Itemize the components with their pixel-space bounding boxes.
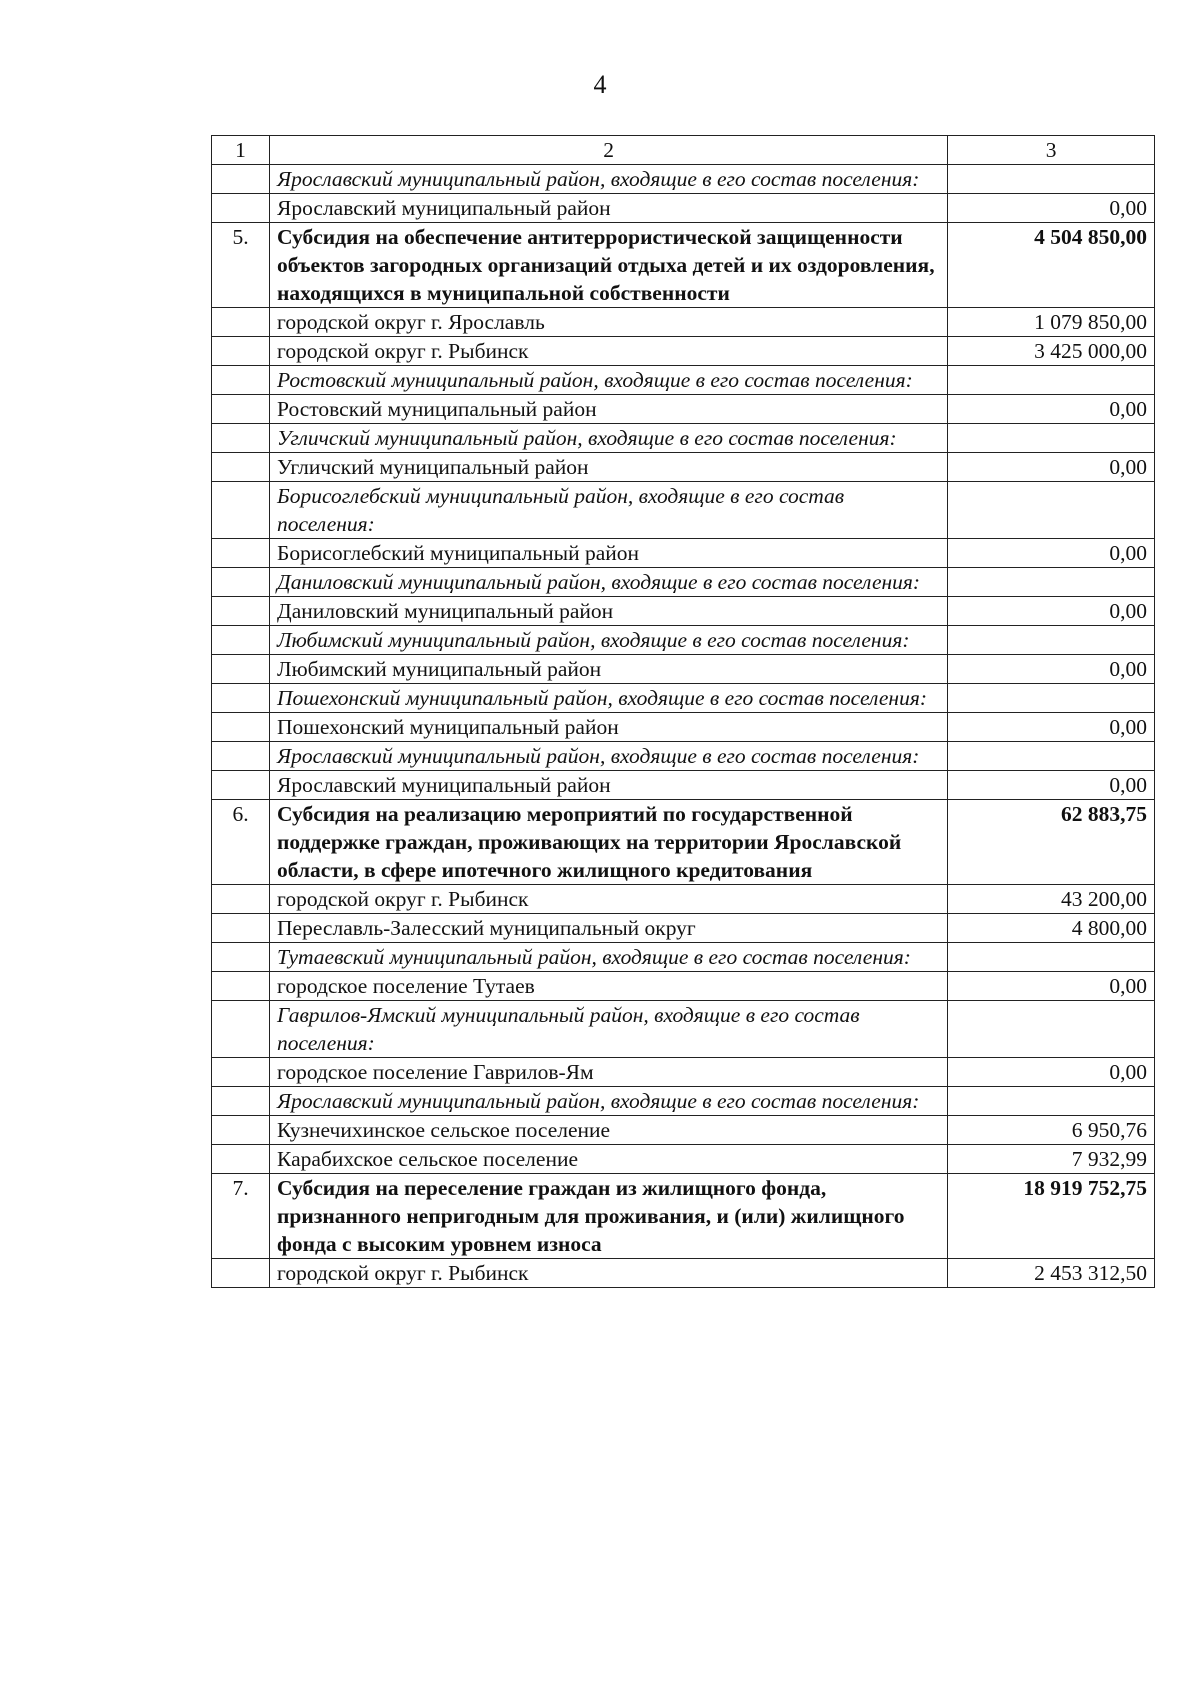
district-heading-row	[212, 366, 1155, 395]
row-number	[212, 568, 270, 597]
row-value: 0,00	[948, 453, 1155, 482]
row-number	[212, 1145, 270, 1174]
row-value: 0,00	[948, 597, 1155, 626]
district-heading-row	[212, 742, 1155, 771]
row-value	[948, 165, 1155, 194]
row-number	[212, 1116, 270, 1145]
row-name: Даниловский муниципальный район, входящие в его состав поселения:	[270, 568, 948, 597]
row-value: 3 425 000,00	[948, 337, 1155, 366]
row-value: 1 079 850,00	[948, 308, 1155, 337]
row-number	[212, 424, 270, 453]
header-col-1: 1	[212, 136, 270, 165]
table-row	[212, 771, 1155, 800]
row-value: 18 919 752,75	[948, 1174, 1155, 1259]
row-name: Ярославский муниципальный район, входящие в его состав поселения:	[270, 165, 948, 194]
row-name: Пошехонский муниципальный район	[270, 713, 948, 742]
table-row	[212, 597, 1155, 626]
row-name: Тутаевский муниципальный район, входящие в его состав поселения:	[270, 943, 948, 972]
row-name: Ярославский муниципальный район, входящие в его состав поселения:	[270, 1087, 948, 1116]
row-name: Любимский муниципальный район, входящие в его состав поселения:	[270, 626, 948, 655]
row-value: 7 932,99	[948, 1145, 1155, 1174]
section-row	[212, 800, 1155, 885]
row-name: городской округ г. Рыбинск	[270, 337, 948, 366]
row-number	[212, 771, 270, 800]
table-row	[212, 539, 1155, 568]
row-number	[212, 194, 270, 223]
row-number	[212, 885, 270, 914]
row-value: 0,00	[948, 713, 1155, 742]
row-name: городское поселение Гаврилов-Ям	[270, 1058, 948, 1087]
table-row	[212, 194, 1155, 223]
district-heading-row	[212, 943, 1155, 972]
subsidy-table-body	[212, 136, 1155, 1288]
row-number	[212, 308, 270, 337]
row-name: городской округ г. Рыбинск	[270, 1259, 948, 1288]
row-value	[948, 424, 1155, 453]
row-number	[212, 539, 270, 568]
row-value: 0,00	[948, 771, 1155, 800]
row-number	[212, 366, 270, 395]
row-name: Угличский муниципальный район, входящие в его состав поселения:	[270, 424, 948, 453]
row-name: Борисоглебский муниципальный район	[270, 539, 948, 568]
row-number	[212, 1058, 270, 1087]
row-name: Субсидия на реализацию мероприятий по государственной поддержке граждан, проживающих на территории Ярославской области, в сфере ипотечного жилищного кредитования	[270, 800, 948, 885]
row-name: Угличский муниципальный район	[270, 453, 948, 482]
row-name: Гаврилов-Ямский муниципальный район, входящие в его состав поселения:	[270, 1001, 948, 1058]
row-name: Пошехонский муниципальный район, входящие в его состав поселения:	[270, 684, 948, 713]
row-value	[948, 943, 1155, 972]
row-number	[212, 165, 270, 194]
row-name: Субсидия на обеспечение антитеррористической защищенности объектов загородных организаций отдыха детей и их оздоровления, находящихся в муниципальной собственности	[270, 223, 948, 308]
row-name: Субсидия на переселение граждан из жилищного фонда, признанного непригодным для проживания, и (или) жилищного фонда с высоким уровнем износа	[270, 1174, 948, 1259]
page-number: 4	[593, 70, 607, 99]
row-value	[948, 742, 1155, 771]
row-value: 0,00	[948, 194, 1155, 223]
table-row	[212, 1259, 1155, 1288]
row-number	[212, 713, 270, 742]
row-name: Ростовский муниципальный район, входящие в его состав поселения:	[270, 366, 948, 395]
row-value	[948, 1001, 1155, 1058]
row-name: Кузнечихинское сельское поселение	[270, 1116, 948, 1145]
table-row	[212, 453, 1155, 482]
row-number	[212, 482, 270, 539]
table-header-row	[212, 136, 1155, 165]
row-number	[212, 453, 270, 482]
row-value: 4 504 850,00	[948, 223, 1155, 308]
row-value: 43 200,00	[948, 885, 1155, 914]
row-number	[212, 655, 270, 684]
row-value: 4 800,00	[948, 914, 1155, 943]
row-name: Ярославский муниципальный район, входящие в его состав поселения:	[270, 742, 948, 771]
table-row	[212, 655, 1155, 684]
row-number	[212, 1001, 270, 1058]
row-number	[212, 395, 270, 424]
table-row	[212, 1058, 1155, 1087]
row-value: 0,00	[948, 395, 1155, 424]
row-number	[212, 943, 270, 972]
row-number	[212, 972, 270, 1001]
row-number	[212, 597, 270, 626]
section-row	[212, 223, 1155, 308]
district-heading-row	[212, 1087, 1155, 1116]
row-value: 2 453 312,50	[948, 1259, 1155, 1288]
row-number: 6.	[212, 800, 270, 885]
table-row	[212, 885, 1155, 914]
row-value	[948, 1087, 1155, 1116]
row-value	[948, 482, 1155, 539]
row-number	[212, 684, 270, 713]
table-row	[212, 1116, 1155, 1145]
row-number	[212, 742, 270, 771]
row-number	[212, 1087, 270, 1116]
row-value	[948, 626, 1155, 655]
row-name: Ростовский муниципальный район	[270, 395, 948, 424]
district-heading-row	[212, 626, 1155, 655]
row-name: Борисоглебский муниципальный район, входящие в его состав поселения:	[270, 482, 948, 539]
row-number	[212, 914, 270, 943]
row-name: городской округ г. Рыбинск	[270, 885, 948, 914]
row-name: Карабихское сельское поселение	[270, 1145, 948, 1174]
row-number	[212, 626, 270, 655]
row-name: Ярославский муниципальный район	[270, 194, 948, 223]
row-name: Любимский муниципальный район	[270, 655, 948, 684]
table-row	[212, 395, 1155, 424]
row-name: Даниловский муниципальный район	[270, 597, 948, 626]
district-heading-row	[212, 568, 1155, 597]
subsidy-table	[211, 135, 1155, 1288]
table-row	[212, 972, 1155, 1001]
table-row	[212, 713, 1155, 742]
row-name: Переславль-Залесский муниципальный округ	[270, 914, 948, 943]
table-row	[212, 1145, 1155, 1174]
header-col-2: 2	[270, 136, 948, 165]
section-row	[212, 1174, 1155, 1259]
row-name: Ярославский муниципальный район	[270, 771, 948, 800]
row-number	[212, 1259, 270, 1288]
row-value: 0,00	[948, 972, 1155, 1001]
district-heading-row	[212, 482, 1155, 539]
district-heading-row	[212, 684, 1155, 713]
row-number	[212, 337, 270, 366]
row-value: 0,00	[948, 655, 1155, 684]
row-value: 6 950,76	[948, 1116, 1155, 1145]
row-number: 5.	[212, 223, 270, 308]
table-row	[212, 308, 1155, 337]
row-value	[948, 366, 1155, 395]
row-name: городское поселение Тутаев	[270, 972, 948, 1001]
header-col-3: 3	[948, 136, 1155, 165]
table-row	[212, 337, 1155, 366]
table-row	[212, 914, 1155, 943]
row-value: 0,00	[948, 1058, 1155, 1087]
row-value	[948, 568, 1155, 597]
district-heading-row	[212, 165, 1155, 194]
district-heading-row	[212, 1001, 1155, 1058]
row-value	[948, 684, 1155, 713]
row-value: 62 883,75	[948, 800, 1155, 885]
row-value: 0,00	[948, 539, 1155, 568]
row-name: городской округ г. Ярославль	[270, 308, 948, 337]
district-heading-row	[212, 424, 1155, 453]
row-number: 7.	[212, 1174, 270, 1259]
